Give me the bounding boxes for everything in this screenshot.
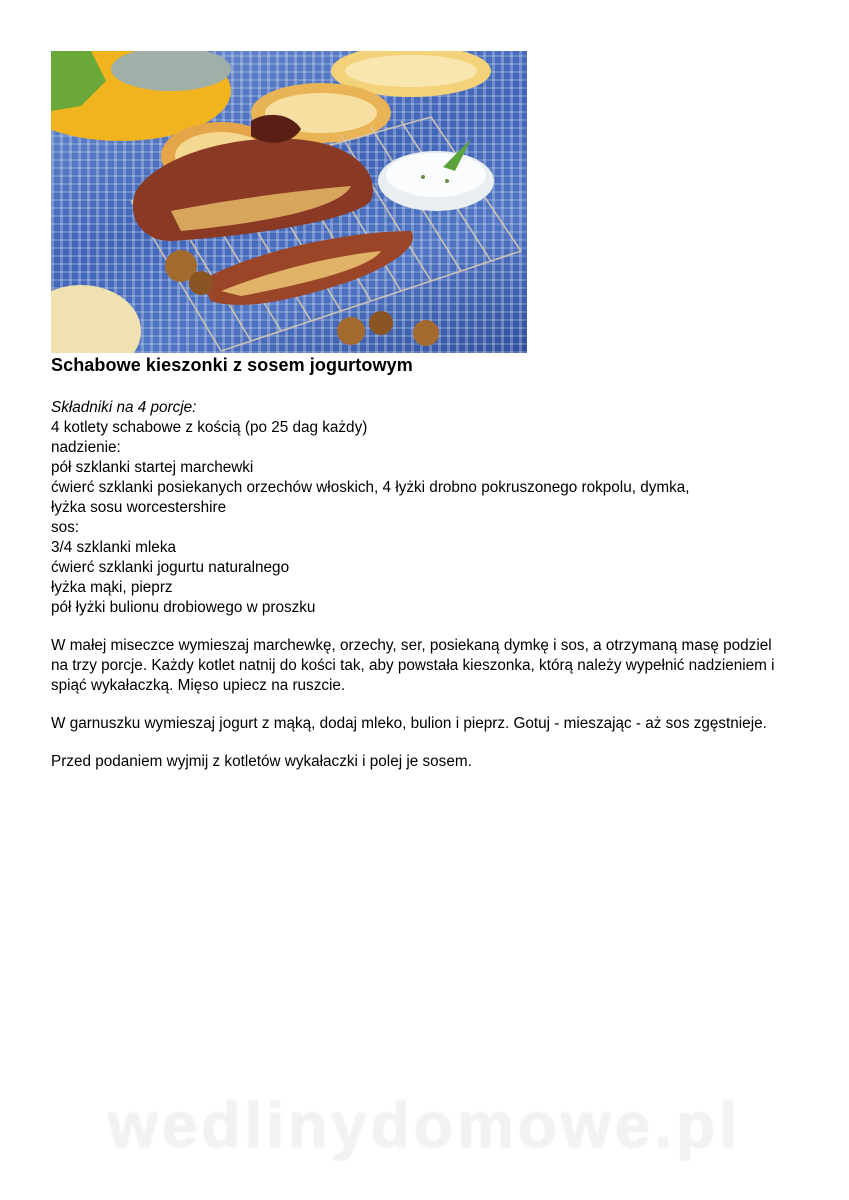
instruction-paragraph: W garnuszku wymieszaj jogurt z mąką, dodaj mleko, bulion i pieprz. Gotuj - mieszając - aż sos zgęstnieje.	[51, 715, 767, 732]
recipe-photo	[51, 51, 527, 353]
recipe-photo-drawing	[51, 51, 527, 353]
cream-bowl	[51, 285, 141, 353]
ingredient-line: pół łyżki bulionu drobiowego w proszku	[51, 599, 316, 616]
ingredient-line: pół szklanki startej marchewki	[51, 459, 254, 476]
ingredient-line: nadzienie:	[51, 439, 121, 456]
recipe-title: Schabowe kieszonki z sosem jogurtowym	[51, 355, 413, 375]
ingredients-section	[51, 398, 791, 618]
ingredients-heading: Składniki na 4 porcje:	[51, 399, 197, 416]
ingredient-line: ćwierć szklanki posiekanych orzechów włoskich, 4 łyżki drobno pokruszonego rokpolu, dymka,	[51, 479, 690, 496]
recipe-body	[51, 398, 791, 790]
ingredient-line: ćwierć szklanki jogurtu naturalnego	[51, 559, 290, 576]
ingredient-line: sos:	[51, 519, 80, 536]
site-watermark: wedlinydomowe.pl	[108, 1089, 741, 1161]
instruction-paragraph: Przed podaniem wyjmij z kotletów wykałaczki i polej je sosem.	[51, 753, 472, 770]
ingredient-line: 3/4 szklanki mleka	[51, 539, 176, 556]
ingredient-line: łyżka mąki, pieprz	[51, 579, 173, 596]
ingredient-line: łyżka sosu worcestershire	[51, 499, 227, 516]
instruction-paragraph: W małej miseczce wymieszaj marchewkę, orzechy, ser, posiekaną dymkę i sos, a otrzymaną masę podziel na trzy porcje. Każdy kotlet natnij do kości tak, aby powstała kieszonka, którą należy wypełnić nadzieniem i spiąć wykałaczką. Mięso upiecz na ruszcie.	[51, 637, 775, 694]
ingredient-line: 4 kotlety schabowe z kością (po 25 dag każdy)	[51, 419, 368, 436]
instructions-section	[51, 636, 791, 772]
